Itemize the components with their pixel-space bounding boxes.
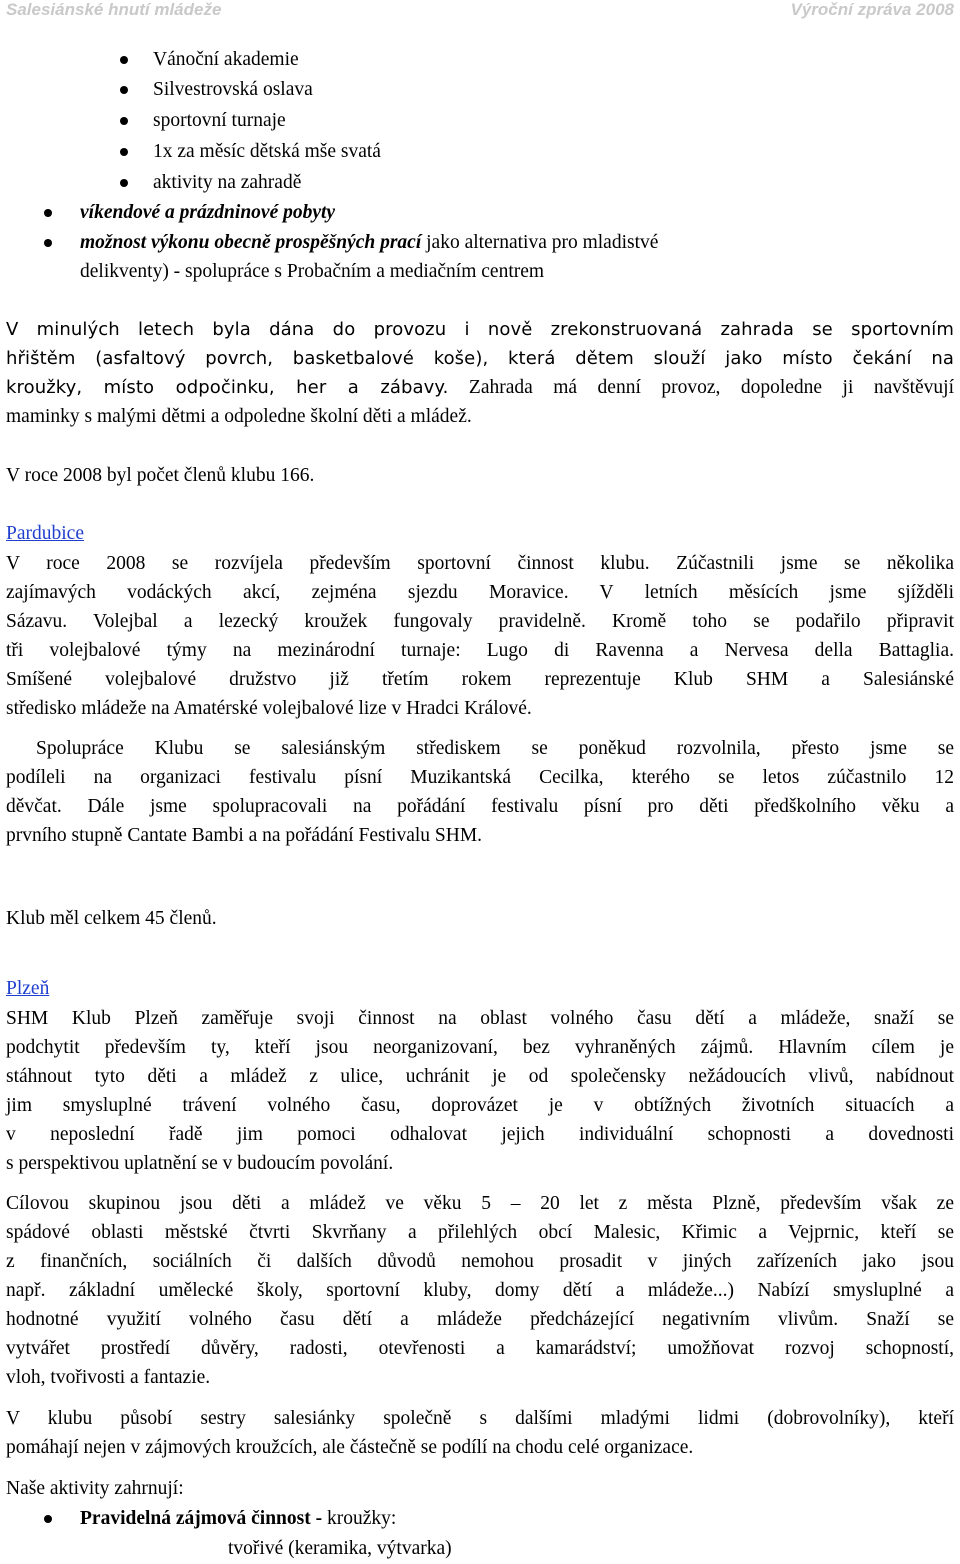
list-item-continuation: delikventy) - spolupráce s Probačním a mediačním centrem <box>80 261 545 282</box>
text-line: z finančních, sociálních či dalších důvodů nemohou prosadit v jiných zařízeních jako jsou <box>6 1251 954 1272</box>
text-line: Spolupráce Klubu se salesiánským střediskem se poněkud rozvolnila, přesto jsme se <box>36 738 954 759</box>
text-line: podíleli na organizaci festivalu písní Muzikantská Cecilka, kterého se letos zúčastnilo 12 <box>6 767 954 788</box>
list-item-text: jako alternativa pro mladistvé <box>421 232 659 253</box>
text-line: vytvářet prostředí důvěry, radosti, otevřenosti a kamarádství; umožňovat rozvoj schopností, <box>6 1338 954 1359</box>
text-line: V minulých letech byla dána do provozu i nově zrekonstruovaná zahrada se sportovním <box>6 319 954 340</box>
text-line: děvčat. Dále jsme spolupracovali na pořádání festivalu písní pro děti předškolního věku a <box>6 796 954 817</box>
text-line: jim smysluplné trávení volného času, doprovázet je v obtížných životních situacích a <box>6 1095 954 1116</box>
bullet-icon <box>120 56 128 64</box>
text-line: SHM Klub Plzeň zaměřuje svoji činnost na oblast volného času dětí a mládeže, snaží se <box>6 1008 954 1029</box>
plzen-heading[interactable]: Plzeň <box>6 978 50 999</box>
bullet-icon <box>120 148 128 156</box>
bullet-icon <box>120 179 128 187</box>
text-line: tři volejbalové týmy na mezinárodní turnaje: Lugo di Ravenna a Nervesa della Battaglia. <box>6 640 954 661</box>
list-item: sportovní turnaje <box>153 110 286 131</box>
text-line: stáhnout tyto děti a mládež z ulice, uchránit je od společensky nežádoucích vlivů, nabídnout <box>6 1066 954 1087</box>
list-item: Vánoční akademie <box>153 49 299 70</box>
text-line: hodnotné využití volného času dětí a mládeže předcházející negativním vlivům. Snaží se <box>6 1309 954 1330</box>
list-item <box>80 231 658 255</box>
members-2008: V roce 2008 byl počet členů klubu 166. <box>6 465 315 486</box>
list-item-text: kroužky: <box>322 1508 397 1529</box>
header-organization: Salesiánské hnutí mládeže <box>6 0 222 19</box>
text-line: hřištěm (asfaltový povrch, basketbalové koše), která dětem slouží jako místo čekání na <box>6 348 954 369</box>
text-line: vloh, tvořivosti a fantazie. <box>6 1367 211 1388</box>
list-item: aktivity na zahradě <box>153 172 302 193</box>
text-line: pomáhají nejen v zájmových kroužcích, ale částečně se podílí na chodu celé organizace. <box>6 1437 694 1458</box>
text-line: Smíšené volejbalové družstvo již třetím rokem reprezentuje Klub SHM a Salesiánské <box>6 669 954 690</box>
bullet-icon <box>44 1515 52 1523</box>
text-line <box>6 376 954 400</box>
text-line: zajímavých vodáckých akcí, zejména sjezdu Moravice. V letních měsících jsme sjížděli <box>6 582 954 603</box>
list-item <box>80 1507 396 1531</box>
text-line: spádové oblasti městské čtvrti Skvrňany a přilehlých obcí Malesic, Křimic a Vejprnic, kteří se <box>6 1222 954 1243</box>
text-line: Sázavu. Volejbal a lezecký kroužek fungovaly pravidelně. Kromě toho se podařilo připravit <box>6 611 954 632</box>
text-line: např. základní umělecké školy, sportovní kluby, domy dětí a mládeže...) Nabízí smysluplné a <box>6 1280 954 1301</box>
header-report-title: Výroční zpráva 2008 <box>790 0 954 19</box>
text-sans: kroužky, místo odpočinku, her a zábavy. <box>6 377 449 398</box>
text-line: středisko mládeže na Amatérské volejbalové lize v Hradci Králové. <box>6 698 532 719</box>
list-item: Silvestrovská oslava <box>153 79 313 100</box>
text-line: V roce 2008 se rozvíjela především sportovní činnost klubu. Zúčastnili jsme se několika <box>6 553 954 574</box>
text-line: Cílovou skupinou jsou děti a mládež ve věku 5 – 20 let z města Plzně, především však ze <box>6 1193 954 1214</box>
bullet-icon <box>120 117 128 125</box>
pardubice-heading[interactable]: Pardubice <box>6 523 84 544</box>
text-line: prvního stupně Cantate Bambi a na pořádání Festivalu SHM. <box>6 825 483 846</box>
text-line: podchytit především ty, kteří jsou neorganizovaní, bez vyhraněných zájmů. Hlavním cílem je <box>6 1037 954 1058</box>
list-item-bold: Pravidelná zájmová činnost - <box>80 1508 323 1529</box>
page-header <box>0 0 960 22</box>
pardubice-members: Klub měl celkem 45 členů. <box>6 908 217 929</box>
list-item: víkendové a prázdninové pobyty <box>80 202 336 223</box>
text-line: s perspektivou uplatnění se v budoucím povolání. <box>6 1153 394 1174</box>
bullet-icon <box>44 239 52 247</box>
text-serif: Zahrada má denní provoz, dopoledne ji navštěvují <box>448 377 955 398</box>
sub-list-item: tvořivé (keramika, výtvarka) <box>228 1538 452 1559</box>
bullet-icon <box>120 86 128 94</box>
bullet-icon <box>44 209 52 217</box>
list-item-bold: možnost výkonu obecně prospěšných prací <box>80 232 422 253</box>
activities-intro: Naše aktivity zahrnují: <box>6 1478 184 1499</box>
text-line: v neposlední řadě jim pomoci odhalovat jejich individuální schopnosti a dovednosti <box>6 1124 954 1145</box>
text-line: maminky s malými dětmi a odpoledne školní děti a mládež. <box>6 406 472 427</box>
text-line: V klubu působí sestry salesiánky společně s dalšími mladými lidmi (dobrovolníky), kteří <box>6 1408 954 1429</box>
list-item: 1x za měsíc dětská mše svatá <box>153 141 381 162</box>
